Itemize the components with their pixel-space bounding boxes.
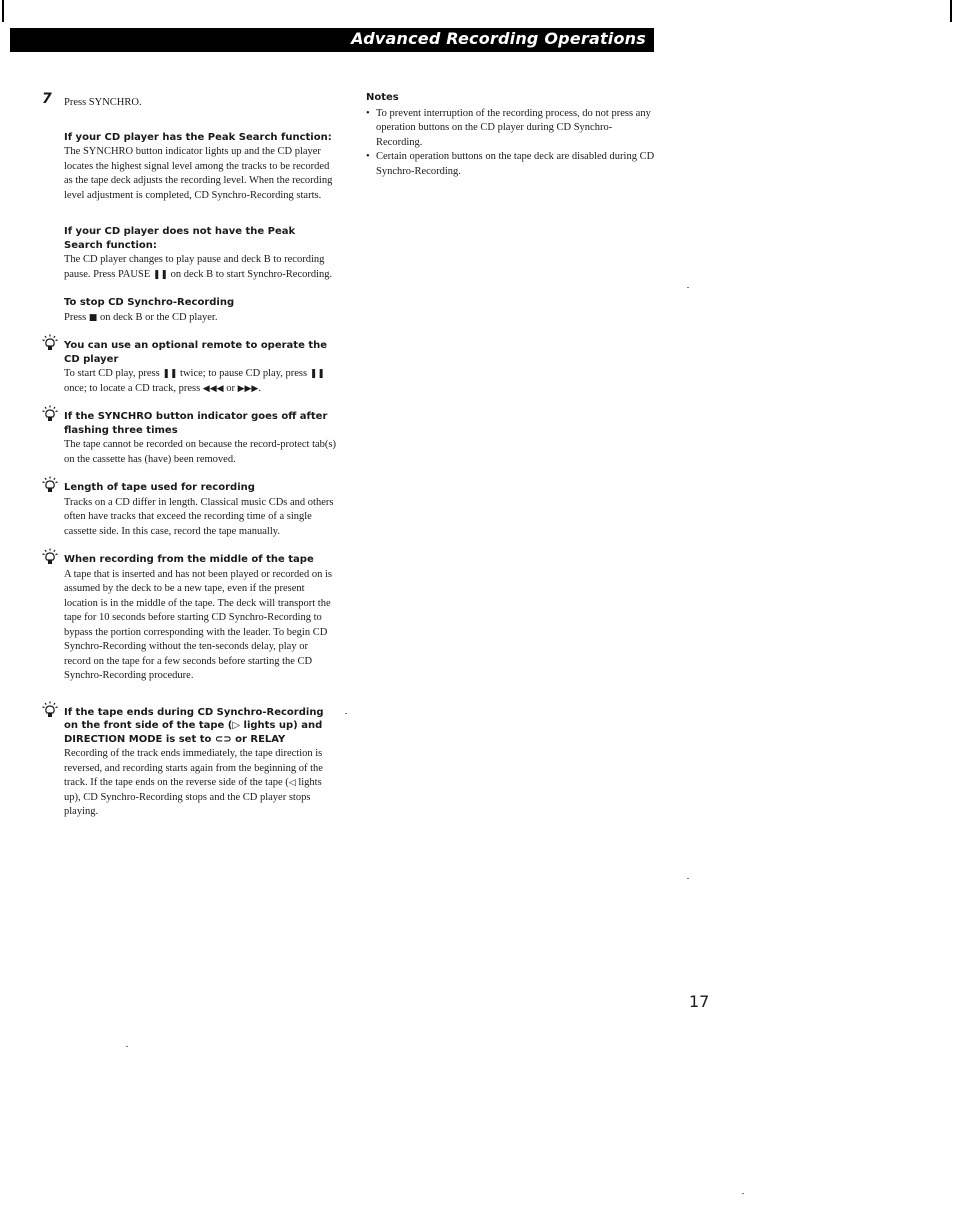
stop-text-a: Press bbox=[64, 311, 87, 323]
no-peak-search-body bbox=[64, 253, 336, 282]
left-column bbox=[42, 91, 336, 834]
tip-length-body: Tracks on a CD differ in length. Classical music CDs and others often have tracks that exceed the recording time of a single cassette side. In this case, record the tape manually. bbox=[64, 496, 334, 537]
next-track-icon: ▶▶▶ bbox=[237, 383, 259, 394]
scan-edge-left bbox=[2, 0, 4, 22]
tip-tape-ends-heading-3: or RELAY bbox=[231, 733, 286, 745]
no-peak-search-section bbox=[64, 225, 336, 282]
peak-search-heading: If your CD player has the Peak Search function: bbox=[64, 131, 332, 143]
peak-search-body: The SYNCHRO button indicator lights up and the CD player locates the highest signal level among the tracks to be recorded as the tape deck adjusts the recording level. When the recording level adjustment is completed, CD Synchro-Recording starts. bbox=[64, 146, 333, 201]
notes-list bbox=[366, 107, 656, 180]
scan-speck bbox=[687, 287, 689, 288]
tip-remote-heading: You can use an optional remote to operate the CD player bbox=[64, 340, 328, 365]
tip-remote-text-1: To start CD play, press bbox=[64, 368, 163, 379]
tip-tape-ends-heading-2: lights up) and DIRECTION MODE is set to bbox=[64, 720, 323, 745]
scan-speck bbox=[126, 1046, 128, 1047]
lightbulb-icon bbox=[42, 334, 58, 352]
page-number: 17 bbox=[689, 992, 710, 1011]
tip-indicator bbox=[64, 410, 336, 467]
note-text: To prevent interruption of the recording process, do not press any operation buttons on the CD player during CD Synchro-Recording. bbox=[376, 107, 651, 148]
step-number: 7 bbox=[42, 91, 52, 107]
previous-track-icon: ◀◀◀ bbox=[202, 383, 224, 394]
stop-heading: To stop CD Synchro-Recording bbox=[64, 297, 235, 308]
pause-icon: ❚❚ bbox=[309, 369, 325, 379]
tip-tape-ends-body bbox=[64, 747, 336, 820]
tip-middle-heading: When recording from the middle of the tape bbox=[64, 554, 314, 565]
tip-tape-ends bbox=[64, 706, 336, 820]
lightbulb-icon bbox=[42, 405, 58, 423]
lightbulb-icon bbox=[42, 548, 58, 566]
notes-heading: Notes bbox=[366, 92, 399, 103]
relay-mode-icon: ⊂⊃ bbox=[214, 733, 232, 745]
tip-indicator-body: The tape cannot be recorded on because the record-protect tab(s) on the cassette has (have) been removed. bbox=[64, 439, 336, 465]
tip-indicator-heading: If the SYNCHRO button indicator goes off after flashing three times bbox=[64, 411, 328, 436]
scan-speck bbox=[345, 713, 347, 714]
step-text: Press SYNCHRO. bbox=[64, 97, 142, 108]
tip-remote-text-4: or bbox=[223, 382, 238, 394]
bullet-icon: • bbox=[366, 107, 370, 119]
peak-search-section bbox=[64, 131, 336, 204]
scan-speck bbox=[687, 878, 689, 879]
tip-tape-ends-heading-1: If the tape ends during CD Synchro-Recording on the front side of the tape ( bbox=[64, 706, 324, 731]
section-header-bar bbox=[10, 28, 654, 52]
stop-icon: ■ bbox=[88, 312, 98, 323]
section-title: Advanced Recording Operations bbox=[351, 29, 646, 48]
stop-section bbox=[64, 296, 336, 325]
tip-length-heading: Length of tape used for recording bbox=[64, 482, 255, 493]
tip-remote-text-2: twice; to pause CD play, press bbox=[177, 368, 310, 379]
no-peak-search-text-a: The CD player changes to play pause and deck B to recording pause. Press PAUSE bbox=[64, 254, 325, 280]
tip-middle-body: A tape that is inserted and has not been played or recorded on is assumed by the deck to be a new tape, even if the present location is in the middle of the tape. The deck will transport the tape for 10 seconds before starting CD Synchro-Recording to bypass the portion corresponding with the leader. To begin CD Synchro-Recording without the ten-seconds delay, play or record on the tape for a few seconds before starting the CD Synchro-Recording procedure. bbox=[64, 568, 332, 681]
bullet-icon: • bbox=[366, 151, 370, 162]
tip-remote bbox=[64, 339, 336, 396]
pause-icon: ❚❚ bbox=[162, 369, 178, 379]
tip-remote-text-5: . bbox=[258, 382, 261, 394]
stop-text-b: on deck B or the CD player. bbox=[97, 311, 218, 323]
tip-remote-text-3: once; to locate a CD track, press bbox=[64, 382, 203, 394]
reverse-direction-icon: ◁ bbox=[288, 778, 296, 788]
scan-speck bbox=[742, 1193, 744, 1194]
right-column bbox=[366, 91, 656, 179]
lightbulb-icon bbox=[42, 476, 58, 494]
scan-edge-right bbox=[950, 0, 952, 22]
no-peak-search-heading: If your CD player does not have the Peak Search function: bbox=[64, 226, 296, 251]
tip-remote-body bbox=[64, 367, 336, 396]
tip-middle bbox=[64, 553, 336, 684]
tip-tape-ends-text-1: Recording of the track ends immediately, the tape direction is reversed, and recording starts again from the beginning of the track. If the tape ends on the reverse side of the tape ( bbox=[64, 748, 323, 788]
tip-tape-ends-text-2: lights up), CD Synchro-Recording stops and the CD player stops playing. bbox=[64, 777, 322, 817]
no-peak-search-text-b: on deck B to start Synchro-Recording. bbox=[167, 268, 333, 280]
note-item bbox=[366, 150, 656, 179]
tip-tape-ends-heading bbox=[64, 706, 336, 747]
note-item bbox=[366, 107, 656, 151]
note-text: Certain operation buttons on the tape deck are disabled during CD Synchro-Recording. bbox=[376, 151, 655, 177]
pause-icon: ❚❚ bbox=[152, 269, 168, 280]
step-7 bbox=[42, 91, 336, 111]
forward-direction-icon: ▷ bbox=[232, 720, 241, 731]
tip-length bbox=[64, 481, 336, 539]
lightbulb-icon bbox=[42, 701, 58, 719]
stop-body bbox=[64, 311, 336, 326]
